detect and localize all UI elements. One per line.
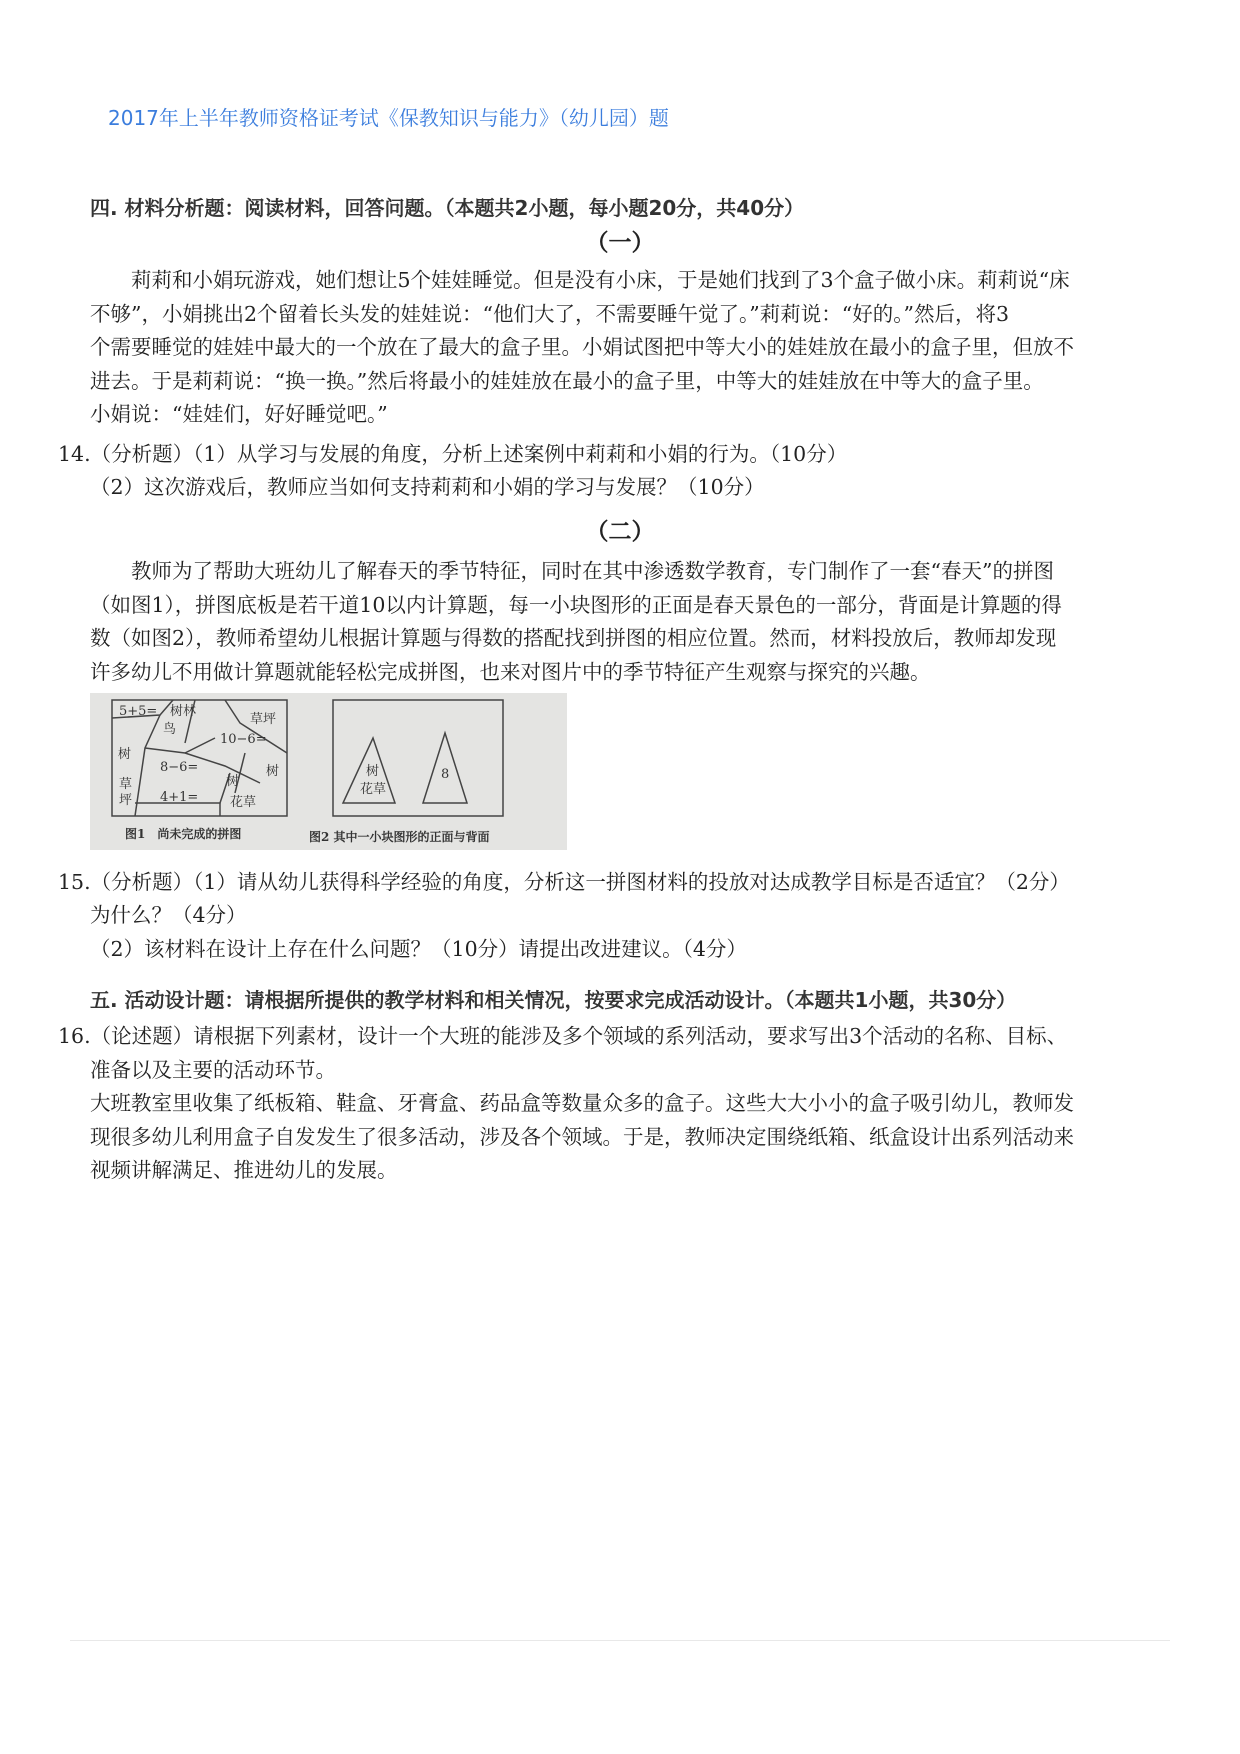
fig2-caption: 图2 其中一小块图形的正面与背面 [309, 830, 490, 844]
fig1-cell: 鸟 [163, 722, 177, 737]
question-16: 16.（论述题）请根据下列素材，设计一个大班的能涉及多个领域的系列活动，要求写出3个活动的名称、目标、 [58, 1024, 1068, 1048]
fig1-cell: 4+1= [160, 790, 199, 805]
fig1-cell: 5+5= [119, 704, 158, 719]
text-line: 视频讲解满足、推进幼儿的发展。 [90, 1158, 398, 1182]
fig2-back: 8 [441, 767, 450, 782]
text-line: （如图1），拼图底板是若干道10以内计算题，每一小块图形的正面是春天景色的一部分，背面是计算题的得 [90, 592, 1062, 617]
text-line: 小娟说：“娃娃们，好好睡觉吧。” [90, 402, 388, 426]
fig2-front: 树 [366, 764, 380, 779]
puzzle-figure [90, 693, 567, 850]
fig1-caption: 图1 尚未完成的拼图 [125, 827, 242, 841]
question-14-part-2: （2）这次游戏后，教师应当如何支持莉莉和小娟的学习与发展？（10分） [90, 475, 765, 499]
question-15-part-2: （2）该材料在设计上存在什么问题？（10分）请提出改进建议。（4分） [90, 937, 747, 961]
text-line: 教师为了帮助大班幼儿了解春天的季节特征，同时在其中渗透数学教育，专门制作了一套“春天”的拼图 [90, 559, 1054, 583]
fig1-cell: 草坪 [250, 712, 277, 727]
text-line: 数（如图2），教师希望幼儿根据计算题与得数的搭配找到拼图的相应位置。然而，材料投放后，教师却发现 [90, 626, 1057, 650]
part-1-material [90, 264, 1074, 432]
part-2-material [90, 555, 1062, 689]
text-line: 莉莉和小娟玩游戏，她们想让5个娃娃睡觉。但是没有小床，于是她们找到了3个盒子做小床。莉莉说“床 [90, 268, 1070, 292]
fig1-cell: 8−6= [160, 760, 199, 775]
question-16-cont: 准备以及主要的活动环节。 [90, 1058, 336, 1082]
text-line: 大班教室里收集了纸板箱、鞋盒、牙膏盒、药品盒等数量众多的盒子。这些大大小小的盒子吸引幼儿，教师发 [90, 1091, 1074, 1115]
footer-divider [70, 1640, 1170, 1641]
section-5-heading: 五. 活动设计题：请根据所提供的教学材料和相关情况，按要求完成活动设计。（本题共1小题，共30分） [90, 988, 1017, 1012]
fig1-cell: 树 [266, 764, 280, 779]
part-2-label: （二） [585, 518, 655, 545]
fig1-cell: 花草 [230, 795, 257, 810]
fig1-cell: 树 [118, 747, 132, 762]
text-line: 许多幼儿不用做计算题就能轻松完成拼图，也来对图片中的季节特征产生观察与探究的兴趣。 [90, 659, 931, 684]
text-line: 不够”，小娟挑出2个留着长头发的娃娃说：“他们大了，不需要睡午觉了。”莉莉说：“好的。”然后，将3 [90, 301, 1009, 326]
question-16-material [90, 1087, 1074, 1188]
section-4-heading: 四. 材料分析题：阅读材料，回答问题。（本题共2小题，每小题20分，共40分） [90, 196, 805, 220]
text-line: 进去。于是莉莉说：“换一换。”然后将最小的娃娃放在最小的盒子里，中等大的娃娃放在中等大的盒子里。 [90, 368, 1044, 393]
fig1-cell: 树林 [170, 704, 197, 719]
fig2-front: 花草 [360, 782, 387, 797]
part-1-label: （一） [585, 229, 655, 256]
fig1-cell: 树 [226, 774, 240, 789]
text-line: 个需要睡觉的娃娃中最大的一个放在了最大的盒子里。小娟试图把中等大小的娃娃放在最小的盒子里，但放不 [90, 335, 1074, 359]
question-15-why: 为什么？（4分） [90, 903, 247, 927]
fig1-cell: 10−6= [220, 732, 267, 747]
text-line: 现很多幼儿利用盒子自发发生了很多活动，涉及各个领域。于是，教师决定围绕纸箱、纸盒设计出系列活动来 [90, 1124, 1074, 1149]
question-14: 14.（分析题）（1）从学习与发展的角度，分析上述案例中莉莉和小娟的行为。（10分） [58, 442, 848, 466]
question-15: 15.（分析题）（1）请从幼儿获得科学经验的角度，分析这一拼图材料的投放对达成教学目标是否适宜？（2分） [58, 870, 1070, 894]
fig1-cell: 坪 [119, 793, 133, 808]
document-title[interactable]: 2017年上半年教师资格证考试《保教知识与能力》（幼儿园）题 [108, 106, 669, 130]
fig1-cell: 草 [119, 777, 133, 792]
